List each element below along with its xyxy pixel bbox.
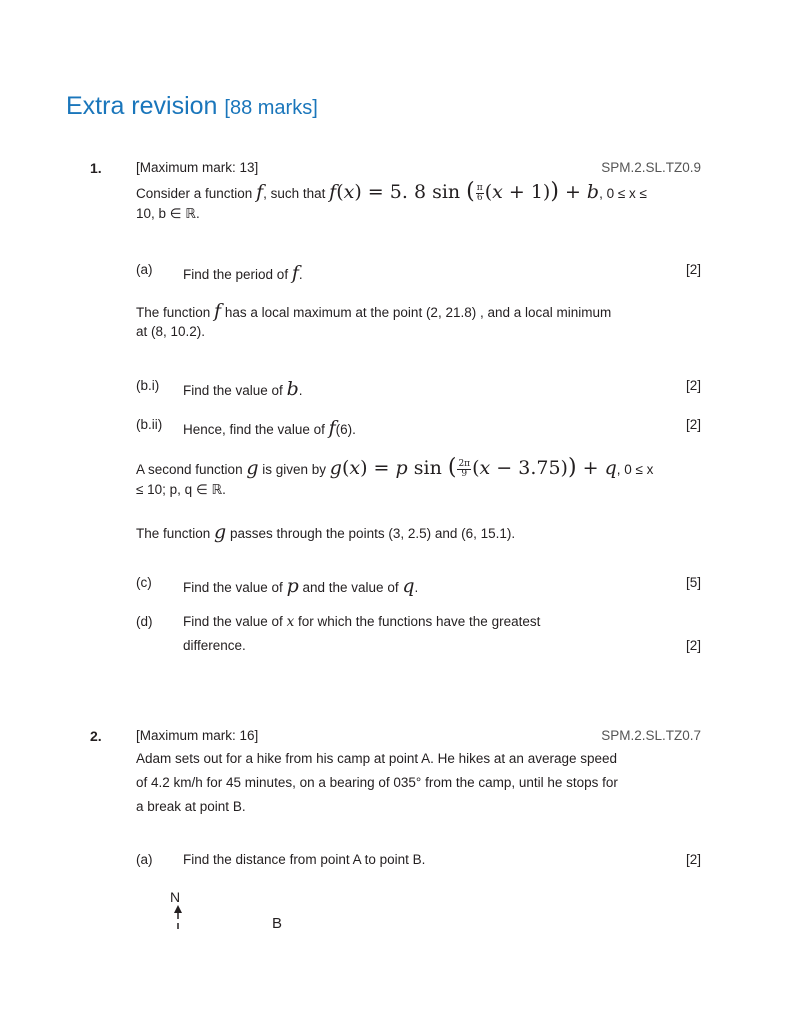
intro-mid: , such that <box>263 186 330 201</box>
part-1c-mark: [5] <box>685 575 701 590</box>
part-1d-text-line2: difference. <box>183 638 246 653</box>
g-definition-line2: ≤ 10; p, q ∈ ℝ. <box>136 482 226 497</box>
part-1d-label: (d) <box>136 614 153 629</box>
intro-prefix: Consider a function <box>136 186 257 201</box>
part-1bii-label: (b.ii) <box>136 417 163 432</box>
part-1d-text: Find the value of x for which the functions have the greatest <box>183 614 541 630</box>
function-g-definition: g(x) = p sin ( $\frac{2\pi}{9}$ (x − 3.75)) + q <box>329 455 617 480</box>
question-1-number: 1. <box>90 160 102 176</box>
part-1a-text: Find the period of f. <box>183 262 303 284</box>
g-definition: A second function g is given by g(x) = p sin ( $\frac{2\pi}{9}$ (x − 3.75)) + q, 0 ≤ x <box>136 455 654 480</box>
part-1bi-text: Find the value of b. <box>183 378 303 400</box>
part-1a-label: (a) <box>136 262 153 277</box>
diagram-north-label: N <box>170 889 181 905</box>
part-2a-mark: [2] <box>685 852 701 867</box>
function-f-definition: f(x) = 5. 8 sin ( $\frac{\pi}{6}$ (x + 1)) + b <box>329 179 600 204</box>
part-1bii-mark: [2] <box>685 417 701 432</box>
part-1c-text: Find the value of p and the value of q. <box>183 575 419 597</box>
question-2-max-mark: [Maximum mark: 16] <box>136 728 259 743</box>
page-title <box>66 92 318 121</box>
part-1bi-label: (b.i) <box>136 378 160 393</box>
info-1: The function f has a local maximum at the point (2, 21.8) , and a local minimum <box>136 300 612 322</box>
part-1d-mark: [2] <box>685 638 701 653</box>
question-2-line1: Adam sets out for a hike from his camp at point A. He hikes at an average speed <box>136 751 618 766</box>
question-2-code: SPM.2.SL.TZ0.7 <box>601 728 701 743</box>
part-1a-var: f <box>291 262 299 284</box>
question-1-code: SPM.2.SL.TZ0.9 <box>601 160 701 175</box>
intro-domain-1: , 0 ≤ x ≤ <box>599 186 647 201</box>
north-arrow-icon <box>170 905 186 931</box>
part-2a-label: (a) <box>136 852 153 867</box>
question-2-line2: of 4.2 km/h for 45 minutes, on a bearing of 035° from the camp, until he stops for <box>136 775 618 790</box>
question-2-number: 2. <box>90 728 102 744</box>
diagram-point-b: B <box>272 915 283 932</box>
g-passes: The function g passes through the points (3, 2.5) and (6, 15.1). <box>136 521 516 543</box>
title-marks: [88 marks] <box>224 97 318 119</box>
title-main: Extra revision <box>66 92 218 120</box>
part-1bii-text: Hence, find the value of f(6). <box>183 417 356 439</box>
intro-f: f <box>256 181 264 203</box>
part-1a-mark: [2] <box>685 262 701 277</box>
part-2a-text: Find the distance from point A to point B. <box>183 852 426 867</box>
part-1c-label: (c) <box>136 575 152 590</box>
question-1-intro <box>136 179 647 204</box>
info-1-line2: at (8, 10.2). <box>136 324 206 339</box>
question-1-max-mark: [Maximum mark: 13] <box>136 160 259 175</box>
part-1bi-mark: [2] <box>685 378 701 393</box>
question-1-intro-line2: 10, b ∈ ℝ. <box>136 206 200 221</box>
question-2-line3: a break at point B. <box>136 799 246 814</box>
